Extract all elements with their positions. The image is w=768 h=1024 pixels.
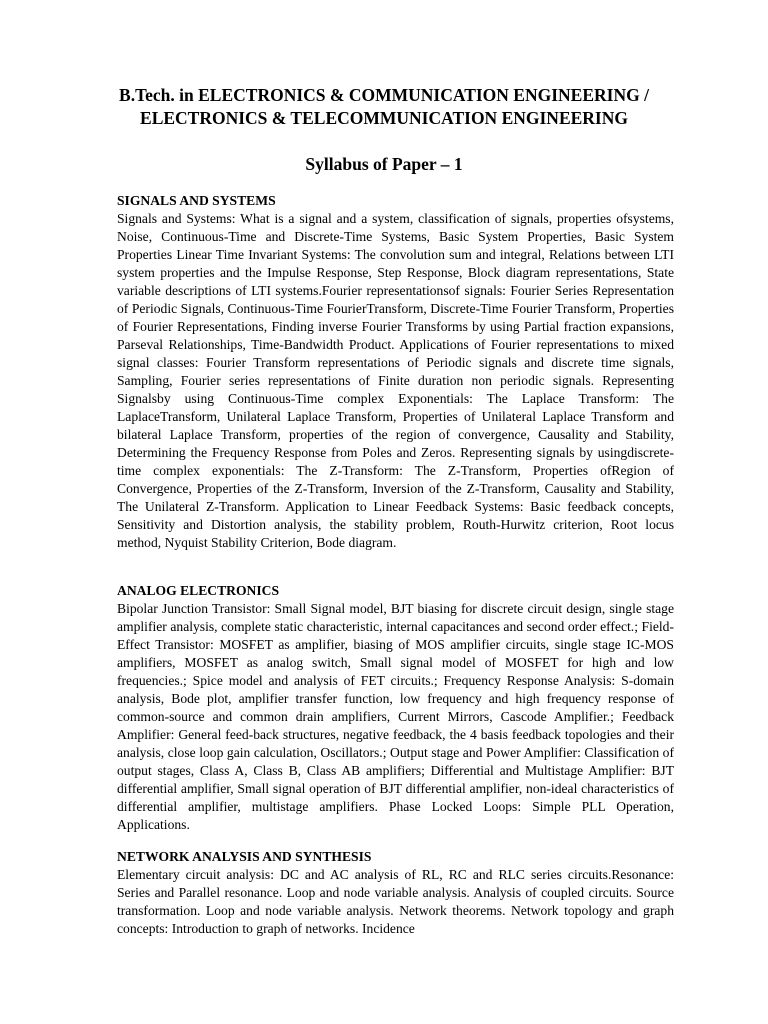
paper-subtitle: Syllabus of Paper – 1	[305, 154, 463, 174]
section-network-analysis	[117, 848, 674, 938]
section-body: Signals and Systems: What is a signal and a system, classification of signals, properties ofsystems, Noise, Continuous-Time and Discrete-Time Systems, Basic System Properties, Basic System Properties Linear Time Invariant Systems: The convolution sum and integral, Relations between LTI system properties and the Impulse Response, Step Response, Block diagram representations, State variable descriptions of LTI systems.Fourier representationsof signals: Fourier Series Representation of Periodic Signals, Continuous-Time FourierTransform, Discrete-Time Fourier Transform, Properties of Fourier Representations, Finding inverse Fourier Transforms by using Partial fraction expansions, Parseval Relationships, Time-Bandwidth Product. Applications of Fourier representations to mixed signal classes: Fourier Transform representations of Periodic signals and discrete time signals, Sampling, Fourier series representations of Finite duration non periodic signals. Representing Signalsby using Continuous-Time complex Exponentials: The Laplace Transform: The LaplaceTransform, Unilateral Laplace Transform, Properties of Unilateral Laplace Transform and bilateral Laplace Transform, properties of the region of convergence, Causality and Stability, Determining the Frequency Response from Poles and Zeros. Representing signals by usingdiscrete-time complex exponentials: The Z-Transform: The Z-Transform, Properties ofRegion of Convergence, Properties of the Z-Transform, Inversion of the Z-Transform, Causality and Stability, The Unilateral Z-Transform. Application to Linear Feedback Systems: Basic feedback concepts, Sensitivity and Distortion analysis, the stability problem, Routh-Hurwitz criterion, Root locus method, Nyquist Stability Criterion, Bode diagram.	[117, 211, 674, 550]
section-analog-electronics	[117, 582, 674, 834]
section-signals-and-systems	[117, 192, 674, 552]
section-body: Elementary circuit analysis: DC and AC analysis of RL, RC and RLC series circuits.Resonance: Series and Parallel resonance. Loop and node variable analysis. Analysis of coupled circuits. Source transformation. Loop and node variable analysis. Network theorems. Network topology and graph concepts: Introduction to graph of networks. Incidence	[117, 867, 674, 936]
section-heading: NETWORK ANALYSIS AND SYNTHESIS	[117, 849, 372, 864]
title-line-1: B.Tech. in ELECTRONICS & COMMUNICATION ENGINEERING /	[119, 85, 649, 105]
title-line-2: ELECTRONICS & TELECOMMUNICATION ENGINEERING	[140, 108, 628, 128]
document-title	[60, 84, 708, 130]
section-heading: ANALOG ELECTRONICS	[117, 583, 280, 598]
section-body: Bipolar Junction Transistor: Small Signal model, BJT biasing for discrete circuit design, single stage amplifier analysis, complete static characteristic, internal capacitances and second order effect.; Field-Effect Transistor: MOSFET as amplifier, biasing of MOS amplifier circuits, single stage IC-MOS amplifiers, MOSFET as analog switch, Small signal model of MOSFET for high and low frequencies.; Spice model and analysis of FET circuits.; Frequency Response Analysis: S-domain analysis, Bode plot, amplifier transfer function, low frequency and high frequency response of common-source and common drain amplifiers, Current Mirrors, Cascode Amplifier.; Feedback Amplifier: General feed-back structures, negative feedback, the 4 basis feedback topologies and their analysis, close loop gain calculation, Oscillators.; Output stage and Power Amplifier: Classification of output stages, Class A, Class B, Class AB amplifiers; Differential and Multistage Amplifier: BJT differential amplifier, Small signal operation of BJT differential amplifier, non-ideal characteristics of differential amplifier, multistage amplifiers. Phase Locked Loops: Simple PLL Operation, Applications.	[117, 601, 674, 832]
section-heading: SIGNALS AND SYSTEMS	[117, 193, 276, 208]
